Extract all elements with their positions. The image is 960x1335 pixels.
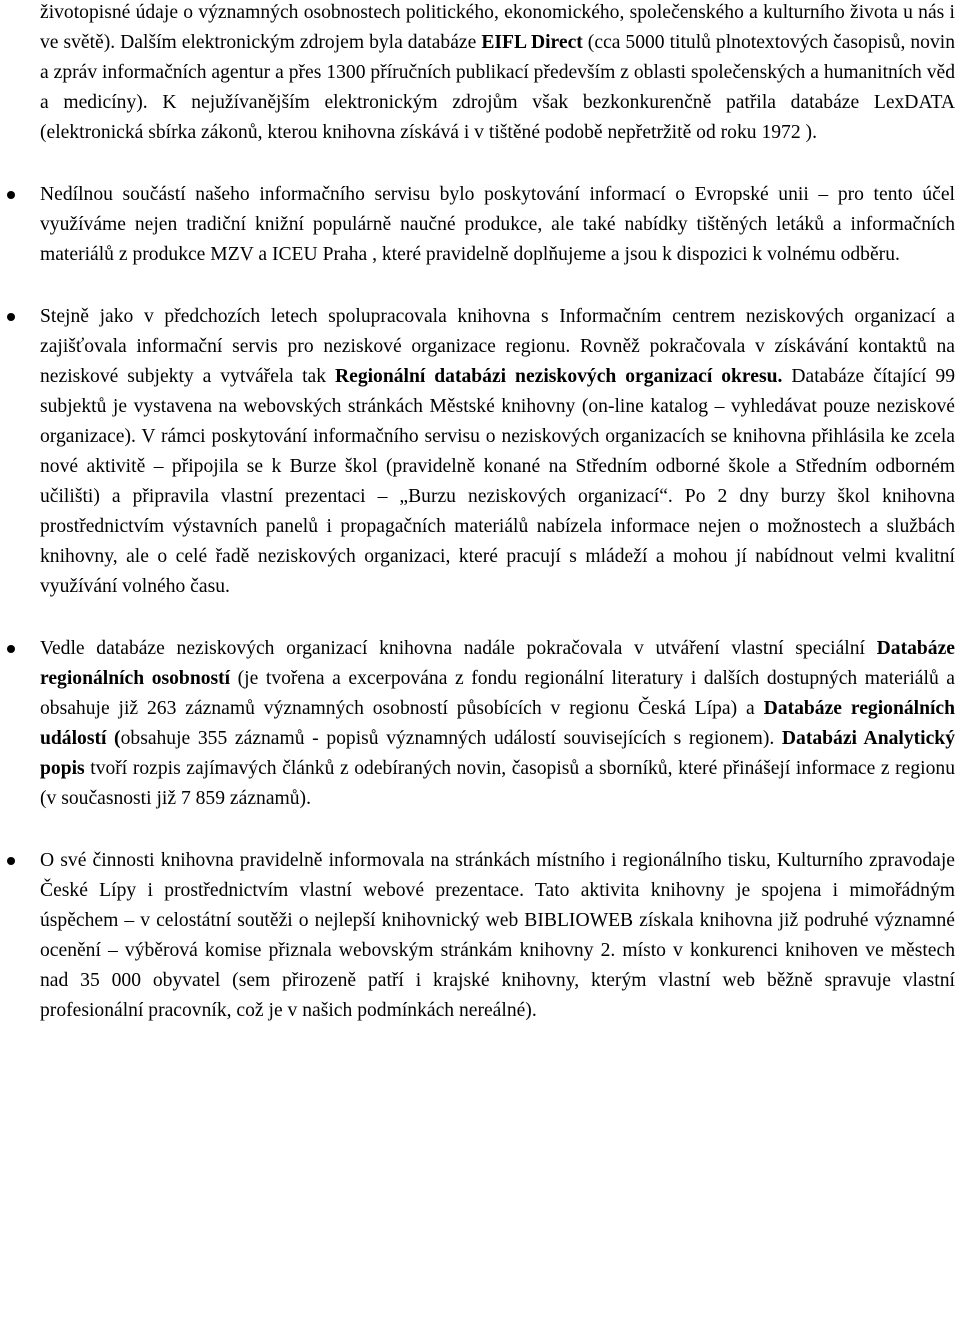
- bullet-paragraph: [40, 302, 955, 602]
- bold-text-run: Databázi Analytický popis: [40, 728, 955, 779]
- paragraph-gap: [40, 602, 955, 634]
- bullet-list: [40, 180, 955, 1026]
- paragraph-gap: [40, 148, 955, 180]
- bullet-item: [40, 302, 955, 602]
- bullet-item: [40, 846, 955, 1026]
- bullet-item: [40, 634, 955, 814]
- bold-text-run: EIFL Direct: [481, 32, 583, 53]
- text-run: Vedle databáze neziskových organizací knihovna nadále pokračovala v utváření vlastní speciální: [40, 638, 877, 659]
- text-run: Stejně jako v předchozích letech spolupracovala knihovna s Informačním centrem neziskových organizací a zajišťovala informační servis pro neziskové organizace regionu. Rovněž pokračovala v získávání kontaktů na neziskové subjekty a vytvářela tak: [40, 306, 955, 387]
- text-run: tvoří rozpis zajímavých článků z odebíraných novin, časopisů a sborníků, které přinášejí informace z regionu (v současnosti již 7 859 záznamů).: [40, 758, 955, 809]
- document-page: [40, 0, 955, 1026]
- bullet-item: [40, 180, 955, 270]
- text-run: O své činnosti knihovna pravidelně informovala na stránkách místního i regionálního tisku, Kulturního zpravodaje České Lípy i prostřednictvím vlastní webové prezentace. Tato aktivita knihovny je spojena i mimořádným úspěchem – v celostátní soutěži o nejlepší knihovnický web BIBLIOWEB získala knihovna již podruhé významné ocenění – výběrová komise přiznala webovským stránkám knihovny 2. místo v konkurenci knihoven ve městech nad 35 000 obyvatel (sem přirozeně patří i krajské knihovny, kterým vlastní web běžně spravuje vlastní profesionální pracovník, což je v našich podmínkách nereálné).: [40, 850, 955, 1021]
- bullet-dot-icon: [7, 857, 15, 865]
- bold-text-run: Databáze regionálních událostí (: [40, 698, 956, 749]
- bullet-paragraph: [40, 634, 955, 814]
- bullet-dot-icon: [7, 191, 15, 199]
- text-run: životopisné údaje o významných osobnostech politického, ekonomického, společenského a kulturního života u nás i ve světě). Dalším elektronickým zdrojem byla databáze: [40, 2, 955, 53]
- bold-text-run: Databáze regionálních osobností: [40, 638, 955, 689]
- paragraph-gap: [40, 270, 955, 302]
- bullet-dot-icon: [7, 313, 15, 321]
- text-run: Databáze čítající 99 subjektů je vystavena na webovských stránkách Městské knihovny (on-line katalog – vyhledávat pouze neziskové organizace). V rámci poskytování informačního servisu o neziskových organizacích se knihovna přihlásila ke zcela nové aktivitě – připojila se k Burze škol (pravidelně konané na Středním odborné škole a Středním odborném učilišti) a připravila vlastní prezentaci – „Burzu neziskových organizací“. Po 2 dny burzy škol knihovna prostřednictvím výstavních panelů i propagačních materiálů nabízela informace nejen o možnostech a službách knihovny, ale o celé řadě neziskových organizaci, které pracují s mládeží a mohou jí nabídnout velmi kvalitní využívání volného času.: [40, 366, 955, 597]
- lead-paragraph: [40, 0, 955, 148]
- text-run: (cca 5000 titulů plnotextových časopisů, novin a zpráv informačních agentur a přes 1300 příručních publikací především z oblasti společenských a humanitních věd a medicíny). K nejužívanějším elektronickým zdrojům však bezkonkurenčně patřila databáze LexDATA (elektronická sbírka zákonů, kterou knihovna získává i v tištěné podobě nepřetržitě od roku 1972 ).: [40, 32, 956, 143]
- text-run: (je tvořena a excerpována z fondu regionální literatury i dalších dostupných materiálů a obsahuje již 263 záznamů významných osobností působících v regionu Česká Lípa) a: [40, 668, 955, 719]
- bold-text-run: Regionální databázi neziskových organizací okresu.: [334, 366, 783, 387]
- bullet-paragraph: [40, 180, 955, 270]
- text-run: obsahuje 355 záznamů - popisů významných událostí souvisejících s regionem).: [120, 728, 782, 749]
- bullet-paragraph: [40, 846, 955, 1026]
- text-run: Nedílnou součástí našeho informačního servisu bylo poskytování informací o Evropské unii – pro tento účel využíváme nejen tradiční knižní populárně naučné produkce, ale také nabídky tištěných letáků a informačních materiálů z produkce MZV a ICEU Praha , které pravidelně doplňujeme a jsou k dispozici k volnému odběru.: [40, 184, 955, 265]
- bullet-dot-icon: [7, 645, 15, 653]
- paragraph-gap: [40, 814, 955, 846]
